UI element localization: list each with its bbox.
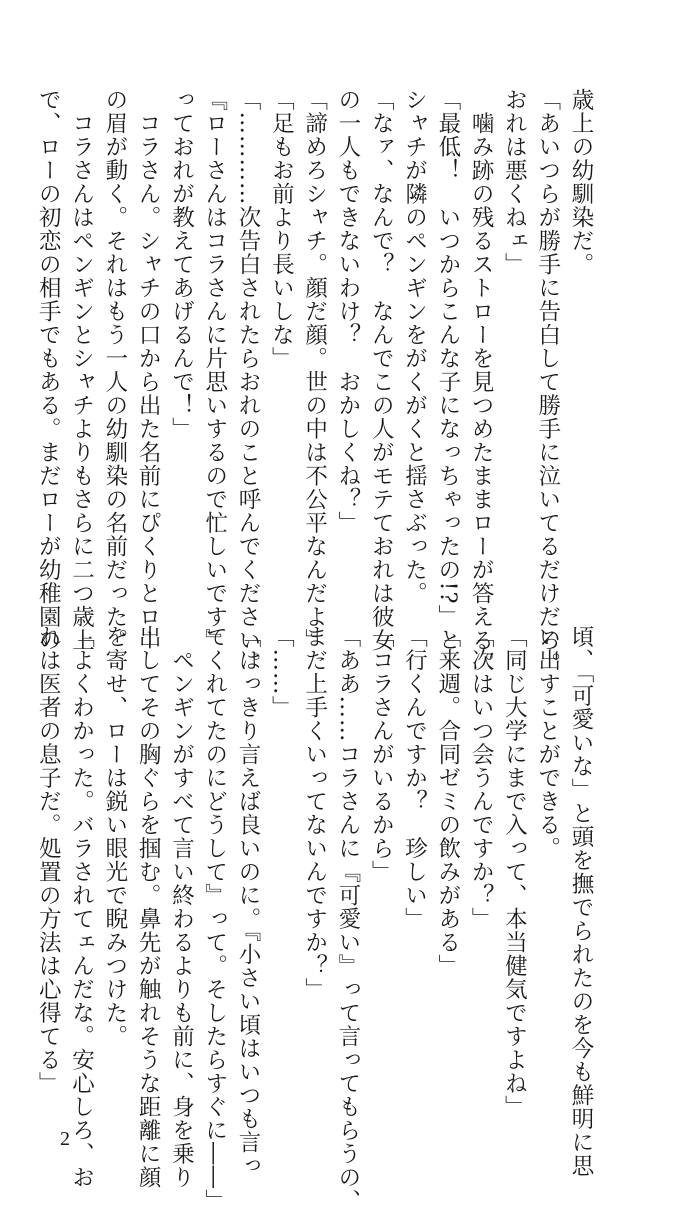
text-line: 「行くんですか？ 珍しい」 bbox=[401, 625, 428, 931]
text-line: まだ上手くいってないんですか？」 bbox=[301, 625, 328, 1001]
text-line: 「ああ……コラさんに『可愛い』って言ってもらうの、 bbox=[334, 625, 361, 1213]
page-number: 2 bbox=[60, 1128, 70, 1150]
text-line: 出してその胸ぐらを掴む。鼻先が触れそうな距離に顔 bbox=[135, 625, 162, 1189]
text-line: 「はっきり言えば良いのに。『小さい頃はいつも言っ bbox=[235, 625, 262, 1178]
text-line: コラさんはペンギンとシャチよりもさらに二つ歳上 bbox=[68, 88, 95, 652]
text-line: で、ローの初恋の相手でもある。まだローが幼稚園の bbox=[35, 88, 62, 652]
text-line: の一人もできないわけ？ おかしくね？」 bbox=[334, 88, 361, 535]
text-line: 歳上の幼馴染だ。 bbox=[568, 88, 594, 276]
text-line: 「来週。合同ゼミの飲みがある」 bbox=[434, 625, 461, 978]
text-line: っておれが教えてあげるんで！」 bbox=[168, 88, 195, 441]
text-line: てくれてたのにどうして』って。そしたらすぐに――」 bbox=[201, 625, 228, 1213]
text-line: おれは悪くねェ」 bbox=[501, 88, 528, 276]
text-line: コラさん。シャチの口から出た名前にぴくりとロー bbox=[135, 88, 162, 652]
upper-text-block bbox=[35, 88, 597, 676]
lower-text-block bbox=[35, 625, 597, 1213]
text-line: 「次はいつ会うんですか？」 bbox=[468, 625, 495, 931]
text-line: 「コラさんがいるから」 bbox=[368, 625, 395, 884]
text-line: の眉が動く。それはもう一人の幼馴染の名前だった。 bbox=[101, 88, 128, 652]
text-line: シャチが隣のペンギンをがくがくと揺さぶった。 bbox=[401, 88, 428, 605]
text-line: 「…………次告白されたらおれのこと呼んでください。 bbox=[235, 88, 262, 676]
text-line: を寄せ、ローは鋭い眼光で睨みつけた。 bbox=[101, 625, 128, 1048]
text-line: 「よくわかった。バラされてェんだな。安心しろ、お bbox=[68, 625, 95, 1189]
text-line: 「同じ大学にまで入って、本当健気ですよね」 bbox=[501, 625, 528, 1119]
text-line: 「最低！ いつからこんな子になっちゃったの!?」と bbox=[434, 88, 461, 652]
text-line: 頃、「可愛いな」と頭を撫でられたのを今も鮮明に思 bbox=[568, 625, 594, 1178]
text-line: 「諦めろシャチ。顔だ顔。世の中は不公平なんだよ」 bbox=[301, 88, 328, 652]
text-line: 「……」 bbox=[268, 625, 295, 719]
text-line: 『ローさんはコラさんに片思いするので忙しいです』 bbox=[201, 88, 228, 652]
text-line: 「足もお前より長いしな」 bbox=[268, 88, 295, 370]
text-line: 「なァ、なんで？ なんでこの人がモテておれは彼女 bbox=[368, 88, 395, 652]
text-line: 「あいつらが勝手に告白して勝手に泣いてるだけだろ。 bbox=[534, 88, 561, 676]
text-line: い出すことができる。 bbox=[534, 625, 561, 860]
text-line: れは医者の息子だ。処置の方法は心得てる」 bbox=[35, 625, 62, 1095]
text-line: ペンギンがすべて言い終わるよりも前に、身を乗り bbox=[168, 625, 195, 1189]
text-line: 噛み跡の残るストローを見つめたままローが答える。 bbox=[468, 88, 495, 676]
